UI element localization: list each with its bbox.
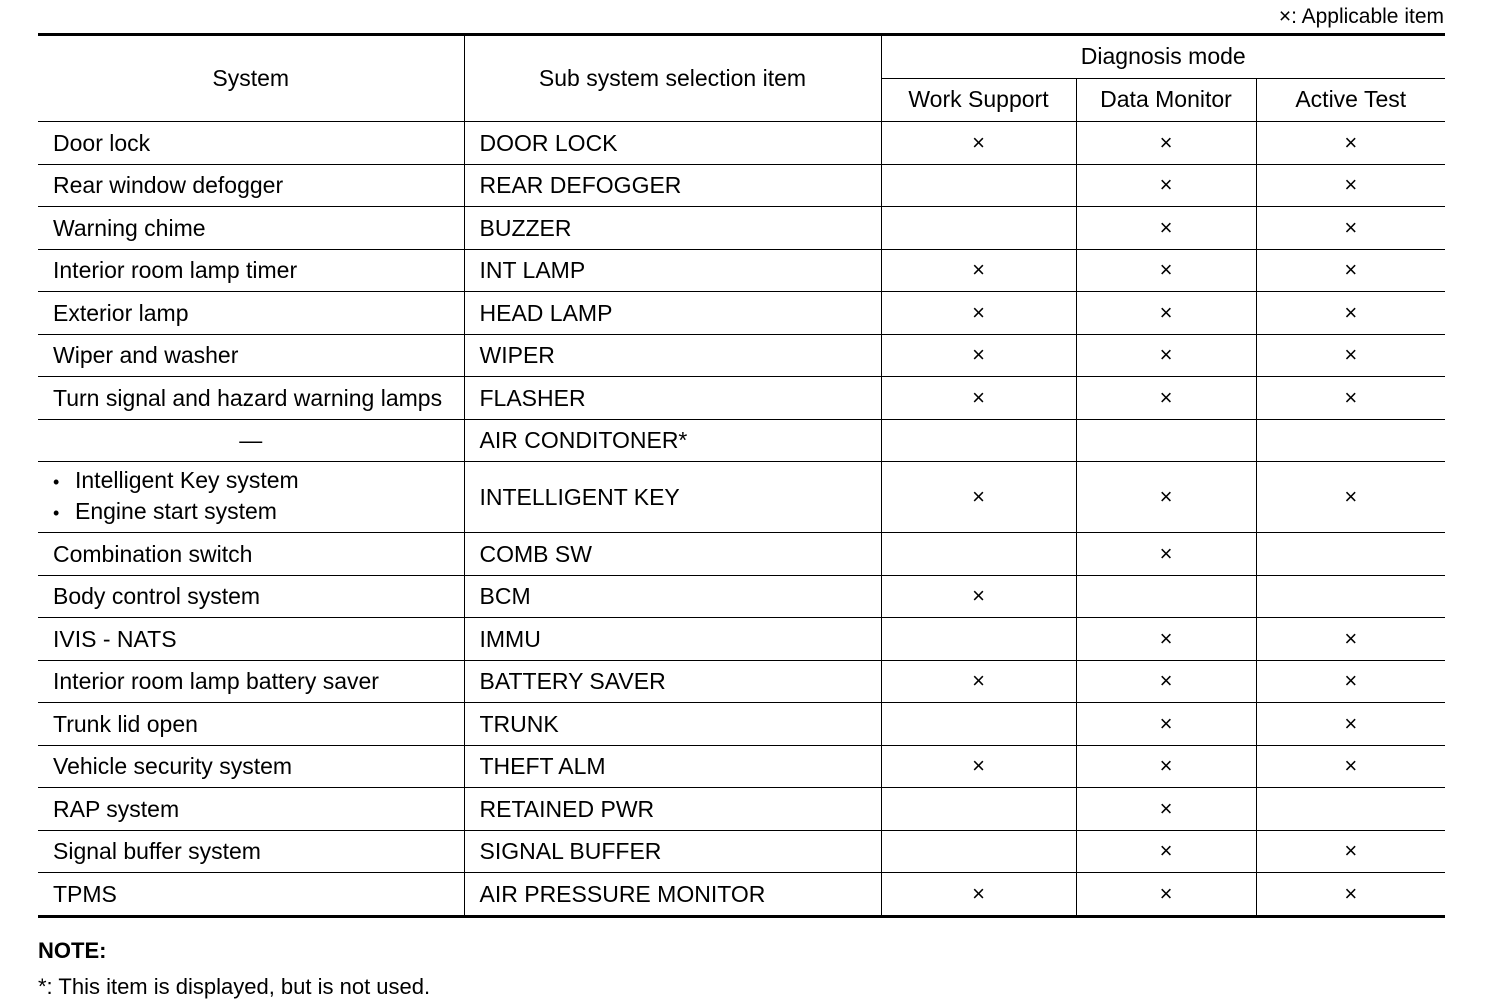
header-active-test: Active Test (1256, 78, 1445, 122)
work-support-cell (881, 164, 1076, 207)
header-work-support: Work Support (881, 78, 1076, 122)
table-row (38, 377, 1445, 420)
diagnosis-table (38, 33, 1445, 918)
data-monitor-cell: × (1076, 334, 1256, 377)
system-cell: Body control system (38, 575, 464, 618)
work-support-cell: × (881, 292, 1076, 335)
data-monitor-cell: × (1076, 788, 1256, 831)
table-row (38, 419, 1445, 462)
active-test-cell: × (1256, 873, 1445, 917)
active-test-cell: × (1256, 745, 1445, 788)
table-row (38, 249, 1445, 292)
active-test-cell (1256, 575, 1445, 618)
system-cell: Exterior lamp (38, 292, 464, 335)
sub-system-cell: WIPER (464, 334, 881, 377)
data-monitor-cell (1076, 575, 1256, 618)
system-bullet-list (53, 466, 464, 528)
table-row (38, 462, 1445, 533)
system-cell: Trunk lid open (38, 703, 464, 746)
table-row (38, 703, 1445, 746)
table-row (38, 873, 1445, 917)
system-cell: IVIS - NATS (38, 618, 464, 661)
work-support-cell: × (881, 334, 1076, 377)
system-cell: Vehicle security system (38, 745, 464, 788)
data-monitor-cell: × (1076, 207, 1256, 250)
active-test-cell: × (1256, 377, 1445, 420)
work-support-cell: × (881, 462, 1076, 533)
header-data-monitor: Data Monitor (1076, 78, 1256, 122)
data-monitor-cell: × (1076, 703, 1256, 746)
system-cell: Combination switch (38, 533, 464, 576)
sub-system-cell: BCM (464, 575, 881, 618)
table-row (38, 164, 1445, 207)
note-text: *: This item is displayed, but is not used. (38, 974, 431, 999)
sub-system-cell: INT LAMP (464, 249, 881, 292)
sub-system-cell: AIR PRESSURE MONITOR (464, 873, 881, 917)
work-support-cell: × (881, 660, 1076, 703)
work-support-cell (881, 830, 1076, 873)
system-cell: Signal buffer system (38, 830, 464, 873)
data-monitor-cell: × (1076, 164, 1256, 207)
table-row (38, 830, 1445, 873)
diagnosis-table-container (38, 33, 1445, 918)
system-cell: Wiper and washer (38, 334, 464, 377)
data-monitor-cell: × (1076, 873, 1256, 917)
table-row (38, 334, 1445, 377)
data-monitor-cell: × (1076, 745, 1256, 788)
work-support-cell: × (881, 575, 1076, 618)
sub-system-cell: COMB SW (464, 533, 881, 576)
active-test-cell: × (1256, 122, 1445, 165)
table-row (38, 660, 1445, 703)
system-cell: RAP system (38, 788, 464, 831)
table-row (38, 292, 1445, 335)
sub-system-cell: REAR DEFOGGER (464, 164, 881, 207)
work-support-cell (881, 788, 1076, 831)
table-row (38, 533, 1445, 576)
system-cell: Interior room lamp battery saver (38, 660, 464, 703)
data-monitor-cell: × (1076, 249, 1256, 292)
work-support-cell (881, 618, 1076, 661)
active-test-cell: × (1256, 830, 1445, 873)
sub-system-cell: SIGNAL BUFFER (464, 830, 881, 873)
work-support-cell (881, 533, 1076, 576)
active-test-cell: × (1256, 703, 1445, 746)
table-row (38, 788, 1445, 831)
active-test-cell: × (1256, 249, 1445, 292)
sub-system-cell: RETAINED PWR (464, 788, 881, 831)
work-support-cell (881, 207, 1076, 250)
work-support-cell: × (881, 745, 1076, 788)
work-support-cell: × (881, 377, 1076, 420)
system-cell: Interior room lamp timer (38, 249, 464, 292)
system-cell: Door lock (38, 122, 464, 165)
table-row (38, 575, 1445, 618)
system-bullet-item: • Intelligent Key system (53, 466, 464, 497)
table-row (38, 618, 1445, 661)
system-cell: — (38, 419, 464, 462)
data-monitor-cell: × (1076, 533, 1256, 576)
active-test-cell: × (1256, 164, 1445, 207)
active-test-cell: × (1256, 292, 1445, 335)
active-test-cell: × (1256, 334, 1445, 377)
sub-system-cell: TRUNK (464, 703, 881, 746)
sub-system-cell: DOOR LOCK (464, 122, 881, 165)
note-title: NOTE: (38, 938, 107, 963)
legend: ×: Applicable item (1278, 5, 1444, 28)
system-cell: TPMS (38, 873, 464, 917)
active-test-cell: × (1256, 462, 1445, 533)
data-monitor-cell: × (1076, 292, 1256, 335)
active-test-cell (1256, 533, 1445, 576)
system-cell: Rear window defogger (38, 164, 464, 207)
data-monitor-cell: × (1076, 377, 1256, 420)
table-row (38, 207, 1445, 250)
header-diagnosis-mode: Diagnosis mode (881, 35, 1445, 79)
sub-system-cell: BATTERY SAVER (464, 660, 881, 703)
work-support-cell: × (881, 873, 1076, 917)
work-support-cell: × (881, 249, 1076, 292)
table-body (38, 122, 1445, 917)
work-support-cell (881, 419, 1076, 462)
work-support-cell: × (881, 122, 1076, 165)
header-system: System (38, 35, 464, 122)
work-support-cell (881, 703, 1076, 746)
data-monitor-cell: × (1076, 618, 1256, 661)
active-test-cell (1256, 419, 1445, 462)
active-test-cell: × (1256, 207, 1445, 250)
sub-system-cell: BUZZER (464, 207, 881, 250)
sub-system-cell: INTELLIGENT KEY (464, 462, 881, 533)
header-sub-system: Sub system selection item (464, 35, 881, 122)
system-cell: Warning chime (38, 207, 464, 250)
sub-system-cell: THEFT ALM (464, 745, 881, 788)
active-test-cell: × (1256, 660, 1445, 703)
active-test-cell: × (1256, 618, 1445, 661)
data-monitor-cell: × (1076, 462, 1256, 533)
system-bullet-item: • Engine start system (53, 497, 464, 528)
active-test-cell (1256, 788, 1445, 831)
system-cell (38, 462, 464, 533)
sub-system-cell: HEAD LAMP (464, 292, 881, 335)
table-row (38, 122, 1445, 165)
data-monitor-cell: × (1076, 122, 1256, 165)
data-monitor-cell (1076, 419, 1256, 462)
sub-system-cell: AIR CONDITONER* (464, 419, 881, 462)
system-cell: Turn signal and hazard warning lamps (38, 377, 464, 420)
sub-system-cell: FLASHER (464, 377, 881, 420)
data-monitor-cell: × (1076, 660, 1256, 703)
data-monitor-cell: × (1076, 830, 1256, 873)
table-row (38, 745, 1445, 788)
sub-system-cell: IMMU (464, 618, 881, 661)
